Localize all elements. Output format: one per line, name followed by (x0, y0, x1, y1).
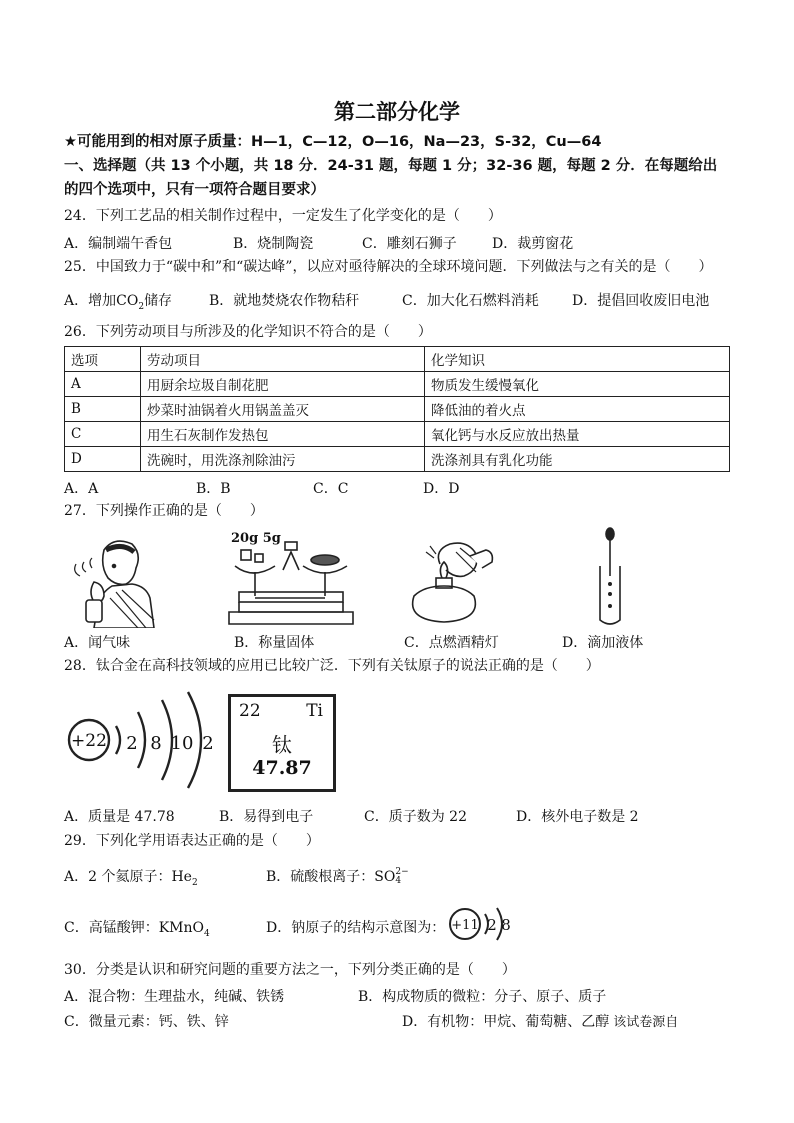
sodium-atom-structure-diagram (447, 902, 517, 946)
shell-label: 2 (126, 733, 138, 754)
q26-option-d[interactable]: D．D (423, 481, 460, 497)
table-cell: 降低油的着火点 (425, 397, 730, 422)
q25-option-c[interactable]: C．加大化石燃料消耗 (402, 293, 539, 309)
table-cell: 洗碗时，用洗涤剂除油污 (141, 447, 425, 472)
q26-option-a[interactable]: A．A (64, 481, 99, 497)
atomic-number: 22 (239, 701, 261, 721)
element-symbol: Ti (306, 701, 323, 721)
q28-option-c[interactable]: C．质子数为 22 (364, 809, 467, 825)
q27-option-c[interactable]: C．点燃酒精灯 (404, 635, 499, 651)
q24-option-a[interactable]: A．编制端午香包 (64, 236, 173, 252)
dropper-test-tube-image (590, 526, 630, 630)
smelling-gas-image (64, 528, 164, 628)
table-header-row (65, 347, 730, 372)
q26-option-b[interactable]: B．B (196, 481, 231, 497)
table-row (65, 397, 730, 422)
shell-label: 8 (150, 733, 162, 754)
atomic-mass: 47.87 (252, 757, 312, 779)
balance-scale-image (225, 526, 355, 630)
element-card (228, 694, 336, 792)
q28-stem: 28．钛合金在高科技领域的应用已比较广泛．下列有关钛原子的说法正确的是（ ） (64, 658, 600, 674)
shell-label: 2 (487, 916, 497, 934)
shell-label: 2 (202, 733, 214, 754)
section-heading-line2: 的四个选项中，只有一项符合题目要求） (64, 182, 325, 198)
q29-option-c[interactable]: C．高锰酸钾：KMnO$_4$ (64, 920, 210, 939)
table-cell: A (65, 372, 141, 397)
q24-stem: 24．下列工艺品的相关制作过程中，一定发生了化学变化的是（ ） (64, 208, 502, 224)
nucleus-label: +11 (451, 918, 479, 933)
q24-option-c[interactable]: C．雕刻石狮子 (362, 236, 457, 252)
q25-stem: 25．中国致力于“碳中和”和“碳达峰”，以应对亟待解决的全球环境问题．下列做法与之有关的是（ ） (64, 259, 713, 275)
table-row (65, 447, 730, 472)
q26-stem: 26．下列劳动项目与所涉及的化学知识不符合的是（ ） (64, 324, 432, 340)
element-name: 钛 (272, 733, 292, 757)
table-cell: 炒菜时油锅着火用锅盖盖灭 (141, 397, 425, 422)
page-title: 第二部分化学 (334, 100, 460, 124)
q28-option-a[interactable]: A．质量是 47.78 (64, 809, 175, 825)
table-cell: B (65, 397, 141, 422)
alcohol-lamp-image (400, 536, 500, 628)
q28-option-b[interactable]: B．易得到电子 (219, 809, 314, 825)
q30-option-d[interactable]: D．有机物：甲烷、葡萄糖、乙醇 该试卷源自 (402, 1014, 679, 1030)
q25-option-b[interactable]: B．就地焚烧农作物秸秆 (209, 293, 360, 309)
q29-option-b[interactable]: B．硫酸根离子：SO 2− 4 (266, 867, 409, 886)
q29-option-d[interactable]: D．钠原子的结构示意图为： (266, 920, 446, 936)
q25-option-a[interactable]: A．增加$CO_2$储存 (64, 293, 173, 312)
q26-table (64, 346, 730, 472)
q26-option-c[interactable]: C．C (313, 481, 349, 497)
table-header-cell: 化学知识 (425, 347, 730, 372)
nucleus-label: +22 (71, 731, 107, 751)
watermark-text: 该试卷源自 (613, 1015, 679, 1030)
q28-option-d[interactable]: D．核外电子数是 2 (516, 809, 639, 825)
q27-option-a[interactable]: A．闻气味 (64, 635, 131, 651)
q25-option-d[interactable]: D．提倡回收废旧电池 (572, 293, 710, 309)
q30-option-c[interactable]: C．微量元素：钙、铁、锌 (64, 1014, 229, 1030)
table-cell: 洗涤剂具有乳化功能 (425, 447, 730, 472)
q30-stem: 30．分类是认识和研究问题的重要方法之一，下列分类正确的是（ ） (64, 962, 516, 978)
q30-option-b[interactable]: B．构成物质的微粒：分子、原子、质子 (358, 989, 607, 1005)
table-cell: C (65, 422, 141, 447)
shell-label: 10 (170, 733, 194, 754)
q27-stem: 27．下列操作正确的是（ ） (64, 503, 264, 519)
q27-option-b[interactable]: B．称量固体 (234, 635, 315, 651)
titanium-atom-structure-diagram (64, 686, 234, 796)
table-cell: D (65, 447, 141, 472)
q24-option-d[interactable]: D．裁剪窗花 (492, 236, 574, 252)
table-row (65, 372, 730, 397)
shell-label: 8 (501, 916, 511, 934)
section-heading-line1: 一、选择题（共 13 个小题，共 18 分．24-31 题，每题 1 分；32-36 题，每题 2 分．在每题给出 (64, 158, 718, 174)
table-cell: 氧化钙与水反应放出热量 (425, 422, 730, 447)
table-cell: 用生石灰制作发热包 (141, 422, 425, 447)
table-header-cell: 选项 (65, 347, 141, 372)
weights-label: 20g 5g (231, 531, 281, 546)
q29-stem: 29．下列化学用语表达正确的是（ ） (64, 833, 320, 849)
q29-option-a[interactable]: A．2 个氦原子：$He_2$ (64, 869, 198, 888)
q24-option-b[interactable]: B．烧制陶瓷 (233, 236, 314, 252)
q27-option-d[interactable]: D．滴加液体 (562, 635, 644, 651)
table-cell: 用厨余垃圾自制花肥 (141, 372, 425, 397)
table-cell: 物质发生缓慢氧化 (425, 372, 730, 397)
table-row (65, 422, 730, 447)
table-header-cell: 劳动项目 (141, 347, 425, 372)
q30-option-a[interactable]: A．混合物：生理盐水，纯碱、铁锈 (64, 989, 285, 1005)
atomic-mass-line: ★可能用到的相对原子质量：H—1，C—12，O—16，Na—23，S-32，Cu—64 (64, 134, 602, 150)
